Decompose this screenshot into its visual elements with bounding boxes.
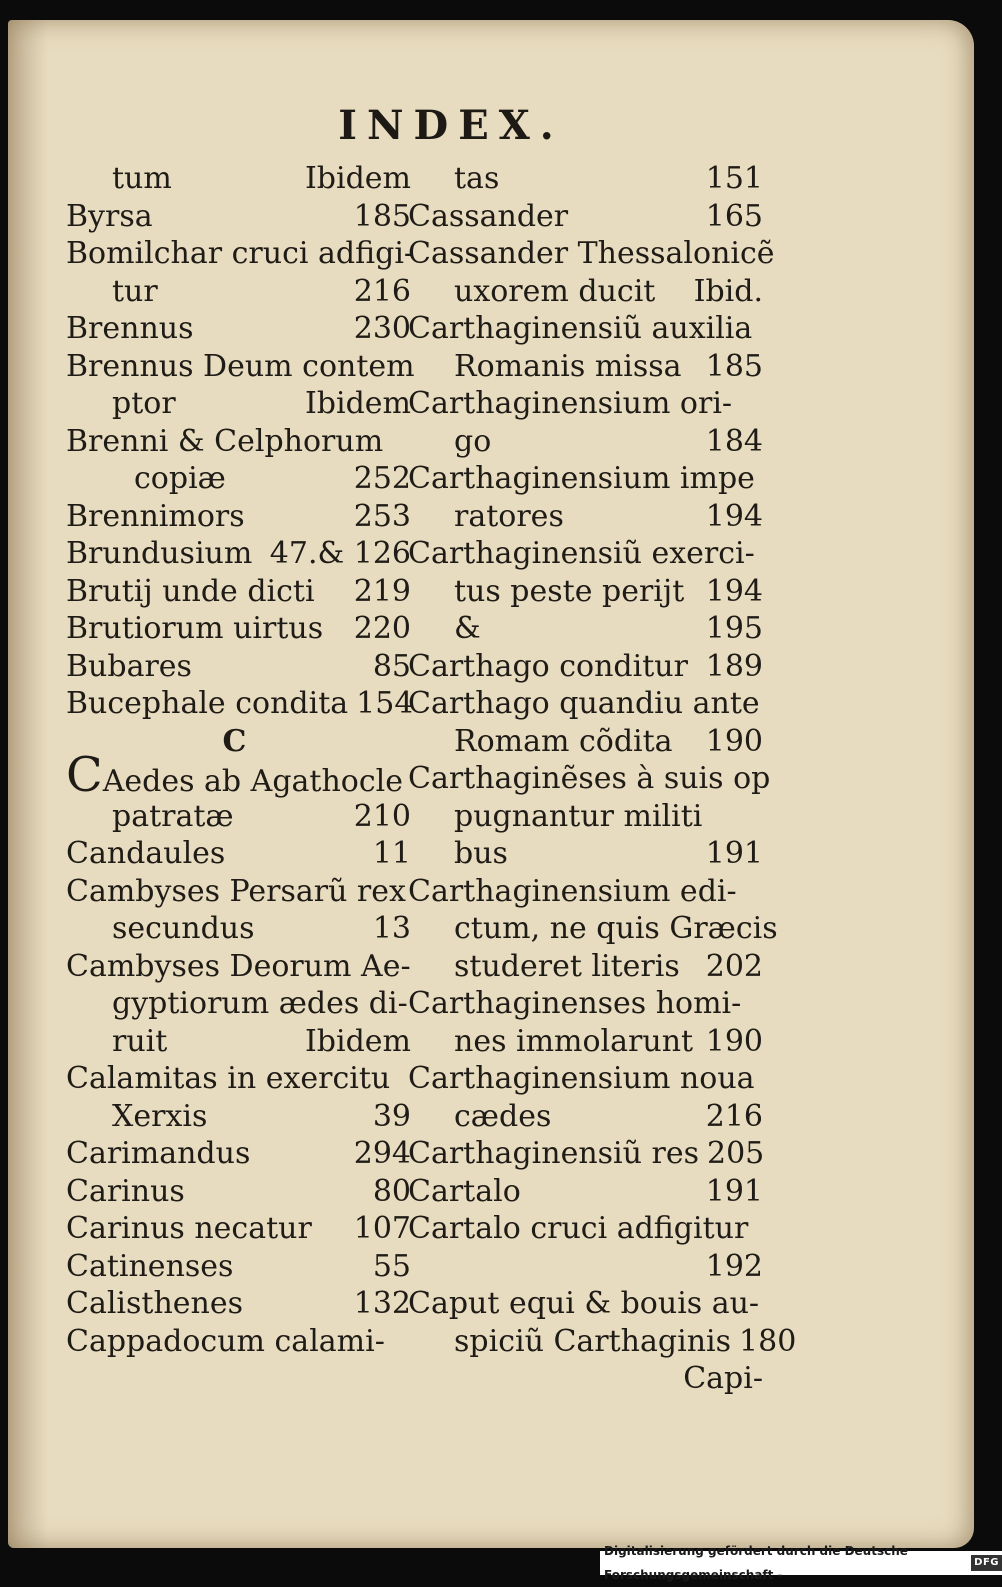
entry-label: Aedes ab Agathocle [102, 764, 404, 799]
entry-text [66, 1210, 346, 1248]
entry-text [408, 1098, 698, 1136]
entry-text [66, 1173, 365, 1211]
entry-text [66, 235, 414, 273]
entry-page-number: 132 [353, 1286, 411, 1321]
entry-text [408, 235, 775, 273]
entry-text [408, 835, 698, 873]
entry-label: Brennimors [66, 498, 245, 534]
entry-text [408, 423, 698, 461]
entry-label: nes immolarunt [454, 1023, 694, 1059]
index-entry [66, 498, 411, 536]
entry-page-number: 210 [353, 798, 411, 834]
entry-label: patratæ [112, 798, 234, 834]
entry-text [66, 573, 346, 611]
index-entry [408, 1323, 797, 1361]
index-entry [66, 910, 411, 948]
entry-page-number: 253 [353, 498, 411, 534]
entry-label: Calamitas in exercitu [66, 1061, 391, 1096]
entry-text [408, 498, 698, 536]
index-entry [408, 910, 778, 948]
index-entry [66, 385, 411, 423]
entry-page-number: 230 [353, 311, 411, 346]
entry-label: copiæ [134, 461, 226, 496]
index-entry [66, 1173, 411, 1211]
entry-text [408, 873, 755, 911]
index-entry [408, 385, 763, 423]
entry-text [66, 460, 346, 498]
entry-label: ctum, ne quis Græcis [454, 911, 778, 946]
entry-label: studeret literis [454, 948, 680, 984]
entry-label: Carthago quandiu ante [408, 686, 760, 721]
index-entry [66, 985, 411, 1023]
entry-text [66, 1248, 365, 1286]
entry-label: Brutiorum uirtus [66, 611, 324, 646]
entry-page-number: 191 [705, 1173, 763, 1209]
entry-text [66, 273, 346, 311]
index-entry [66, 685, 414, 723]
entry-page-number: 195 [705, 611, 763, 646]
entry-text [408, 348, 698, 386]
index-entry [66, 1135, 411, 1173]
index-entry [408, 685, 763, 723]
index-entry [66, 1248, 411, 1286]
entry-label: Cassander [408, 198, 569, 234]
entry-page-number: 11 [372, 836, 411, 871]
index-entry [408, 1060, 763, 1098]
index-entry [408, 1248, 763, 1286]
entry-label: Cambyses Deorum Ae- [66, 948, 411, 984]
entry-text [408, 1285, 759, 1323]
entry-text [408, 1135, 699, 1173]
index-entry [66, 1210, 411, 1248]
entry-page-number: 220 [353, 611, 411, 646]
entry-text [408, 535, 755, 573]
entry-label: Bomilchar cruci adfigi- [66, 236, 415, 271]
entry-text [66, 1285, 346, 1323]
entry-label: cædes [454, 1098, 552, 1134]
index-entry [66, 460, 411, 498]
entry-text [408, 685, 760, 723]
entry-label: Carthaginensium impe [408, 461, 755, 496]
entry-label: C [222, 723, 247, 759]
entry-text [66, 723, 403, 761]
entry-page-number: 252 [353, 461, 411, 496]
entry-label: Cassander Thessalonicẽ [408, 236, 775, 271]
entry-label: Carthago conditur [408, 648, 688, 684]
entry-text [66, 498, 346, 536]
entry-text [66, 198, 346, 236]
entry-label: ruit [112, 1023, 168, 1059]
entry-label: Catinenses [66, 1248, 234, 1284]
index-entry [408, 1023, 763, 1061]
credit-text: Digitalisierung gefördert durch die Deutsche Forschungsgemeinschaft - [604, 1544, 908, 1582]
index-entry [66, 273, 411, 311]
entry-text [66, 310, 346, 348]
index-entry [66, 235, 415, 273]
entry-text [408, 648, 698, 686]
entry-label: Cartalo cruci adfigitur [408, 1211, 749, 1246]
index-entry [408, 273, 763, 311]
entry-label: tum [112, 161, 172, 196]
entry-text [408, 1060, 755, 1098]
index-entry [408, 835, 763, 873]
book-page [8, 20, 974, 1548]
index-entry [66, 1060, 411, 1098]
entry-label: Carthaginensiũ exerci- [408, 536, 755, 571]
entry-page-number: 55 [372, 1248, 411, 1284]
index-entry [408, 1210, 763, 1248]
index-entry [408, 160, 763, 198]
dfg-logo: DFG [971, 1555, 1002, 1571]
entry-text [408, 1323, 731, 1361]
entry-label: Carthaginenses homi- [408, 986, 742, 1021]
index-entry [66, 610, 411, 648]
entry-text [408, 573, 698, 611]
index-entry [408, 460, 763, 498]
entry-label: Carthaginensiũ res [408, 1136, 699, 1171]
entry-label: Brennus [66, 311, 194, 346]
index-entry [66, 310, 411, 348]
entry-text [66, 835, 365, 873]
entry-label: bus [454, 836, 508, 871]
index-entry [66, 835, 411, 873]
entry-page-number: 216 [705, 1098, 763, 1134]
entry-page-number: 219 [353, 573, 411, 609]
entry-text [66, 385, 297, 423]
index-entry [66, 1023, 411, 1061]
entry-text [408, 460, 755, 498]
entry-page-number: 107 [353, 1211, 411, 1246]
entry-page-number: 194 [705, 498, 763, 534]
index-column-left [66, 160, 415, 1360]
index-entry [66, 348, 415, 386]
index-entry [408, 985, 763, 1023]
entry-page-number: 202 [705, 948, 763, 984]
entry-text [408, 610, 698, 648]
entry-label: Brutij unde dicti [66, 573, 315, 609]
index-entry [66, 648, 411, 686]
index-entry [408, 535, 763, 573]
index-entry [408, 348, 763, 386]
index-entry [66, 1285, 411, 1323]
index-entry [66, 1098, 411, 1136]
entry-text [408, 985, 755, 1023]
entry-text [66, 648, 365, 686]
entry-label: ptor [112, 386, 176, 421]
entry-text [66, 985, 408, 1023]
entry-page-number: Capi- [683, 1361, 763, 1396]
entry-text [66, 535, 262, 573]
entry-label: Xerxis [112, 1098, 208, 1134]
entry-page-number: 190 [705, 723, 763, 759]
entry-label: & [454, 611, 481, 646]
entry-label: spiciũ Carthaginis [454, 1323, 732, 1359]
entry-label: Byrsa [66, 198, 153, 234]
entry-text [408, 1173, 698, 1211]
entry-page-number: 191 [705, 836, 763, 871]
entry-label: go [454, 423, 492, 459]
entry-label: uxorem ducit [454, 273, 656, 309]
entry-label: Romam cõdita [454, 723, 673, 759]
entry-label: tus peste perijt [454, 573, 685, 609]
entry-text [66, 910, 365, 948]
entry-label: Carimandus [66, 1136, 251, 1171]
index-entry [66, 535, 411, 573]
index-entry [408, 1173, 763, 1211]
entry-label: Brundusium [66, 536, 253, 571]
entry-page-number: 180 [739, 1323, 797, 1359]
index-entry [408, 1285, 763, 1323]
index-entry [66, 723, 411, 761]
index-column-right [408, 160, 797, 1398]
entry-text [408, 948, 698, 986]
index-entry [66, 423, 411, 461]
entry-text [66, 1060, 403, 1098]
entry-label: Brenni & Celphorum [66, 423, 384, 459]
entry-label: Carinus necatur [66, 1211, 312, 1246]
entry-text [66, 423, 403, 461]
index-entry [408, 235, 775, 273]
entry-label: Bucephale condita [66, 686, 349, 721]
entry-text [408, 1023, 698, 1061]
entry-page-number: 39 [372, 1098, 411, 1134]
entry-page-number: 216 [353, 273, 411, 309]
entry-text [66, 348, 415, 386]
entry-text [408, 198, 698, 236]
index-entry [408, 1135, 763, 1173]
entry-label: Brennus Deum contem [66, 348, 415, 384]
entry-label: Carthaginensium noua [408, 1061, 755, 1096]
index-entry [66, 948, 411, 986]
entry-label: Carthaginẽses à suis op [408, 761, 771, 796]
entry-text [66, 685, 348, 723]
index-entry [408, 648, 763, 686]
entry-text [408, 273, 686, 311]
entry-label: Carthaginensium ori- [408, 386, 733, 421]
entry-label: Caput equi & bouis au- [408, 1286, 760, 1321]
index-entry [66, 798, 411, 836]
index-entry [408, 498, 763, 536]
index-entry [66, 873, 411, 911]
entry-page-number: 192 [705, 1248, 763, 1284]
entry-text [408, 723, 698, 761]
entry-label: Bubares [66, 648, 192, 684]
entry-label: Romanis missa [454, 348, 682, 384]
entry-label: Calisthenes [66, 1286, 244, 1321]
entry-page-number: 184 [705, 423, 763, 459]
index-entry [66, 1323, 411, 1361]
entry-label: ratores [454, 498, 564, 534]
entry-text [66, 1098, 365, 1136]
entry-page-number: 165 [705, 198, 763, 234]
entry-text [408, 385, 755, 423]
entry-text [66, 1323, 403, 1361]
entry-page-number: 151 [705, 161, 763, 196]
entry-label: secundus [112, 911, 255, 946]
entry-label: Candaules [66, 836, 226, 871]
index-entry [408, 798, 763, 836]
entry-label: tas [454, 161, 500, 196]
entry-label: pugnantur militi [454, 798, 703, 834]
index-entry [408, 198, 763, 236]
entry-text [408, 798, 755, 836]
index-entry [408, 423, 763, 461]
digitization-credit-bar [600, 1544, 1002, 1582]
index-entry [408, 310, 763, 348]
index-entry [66, 160, 411, 198]
index-entry [408, 610, 763, 648]
index-entry [66, 747, 411, 803]
entry-page-number: 185 [705, 348, 763, 384]
index-entry [408, 1360, 763, 1398]
entry-page-number: 85 [372, 648, 411, 684]
entry-label: Cappadocum calami- [66, 1323, 385, 1359]
entry-label: Cambyses Persarũ rex [66, 873, 406, 909]
entry-text [408, 1210, 755, 1248]
index-entry [408, 873, 763, 911]
entry-text [66, 873, 406, 911]
entry-label: Carinus [66, 1173, 185, 1209]
entry-text [408, 910, 778, 948]
entry-label: tur [112, 273, 158, 309]
entry-text [66, 747, 404, 803]
entry-page-number: Ibid. [693, 273, 763, 309]
index-entry [408, 723, 763, 761]
entry-text [408, 760, 770, 798]
entry-text [408, 310, 755, 348]
entry-label: gyptiorum ædes di- [112, 986, 408, 1021]
entry-label: Cartalo [408, 1173, 521, 1209]
index-entry [408, 948, 763, 986]
entry-page-number: 185 [353, 198, 411, 234]
index-entry [66, 573, 411, 611]
entry-label: Carthaginensiũ auxilia [408, 311, 753, 346]
drop-cap: C [66, 747, 103, 803]
entry-page-number: 13 [372, 911, 411, 946]
entry-text [66, 1023, 297, 1061]
entry-page-number: Ibidem [304, 161, 411, 196]
entry-page-number: Ibidem [304, 1023, 411, 1059]
entry-page-number: 189 [705, 648, 763, 684]
entry-text [66, 610, 346, 648]
index-entry [408, 760, 771, 798]
entry-label: Carthaginensium edi- [408, 873, 737, 909]
entry-page-number: 47.& 126 [269, 536, 411, 571]
page-header: INDEX. [338, 102, 564, 149]
index-entry [408, 1098, 763, 1136]
entry-text [408, 160, 698, 198]
entry-page-number: 194 [705, 573, 763, 609]
entry-page-number: 190 [705, 1023, 763, 1059]
index-entry [66, 198, 411, 236]
entry-text [66, 160, 297, 198]
index-entry [408, 573, 763, 611]
entry-page-number: 154 [356, 686, 414, 721]
entry-page-number: 294 [353, 1136, 411, 1171]
entry-page-number: 80 [372, 1173, 411, 1209]
entry-page-number: 205 [706, 1136, 765, 1171]
entry-text [66, 948, 411, 986]
entry-page-number: Ibidem [304, 386, 411, 421]
entry-text [66, 798, 346, 836]
entry-text [66, 1135, 346, 1173]
